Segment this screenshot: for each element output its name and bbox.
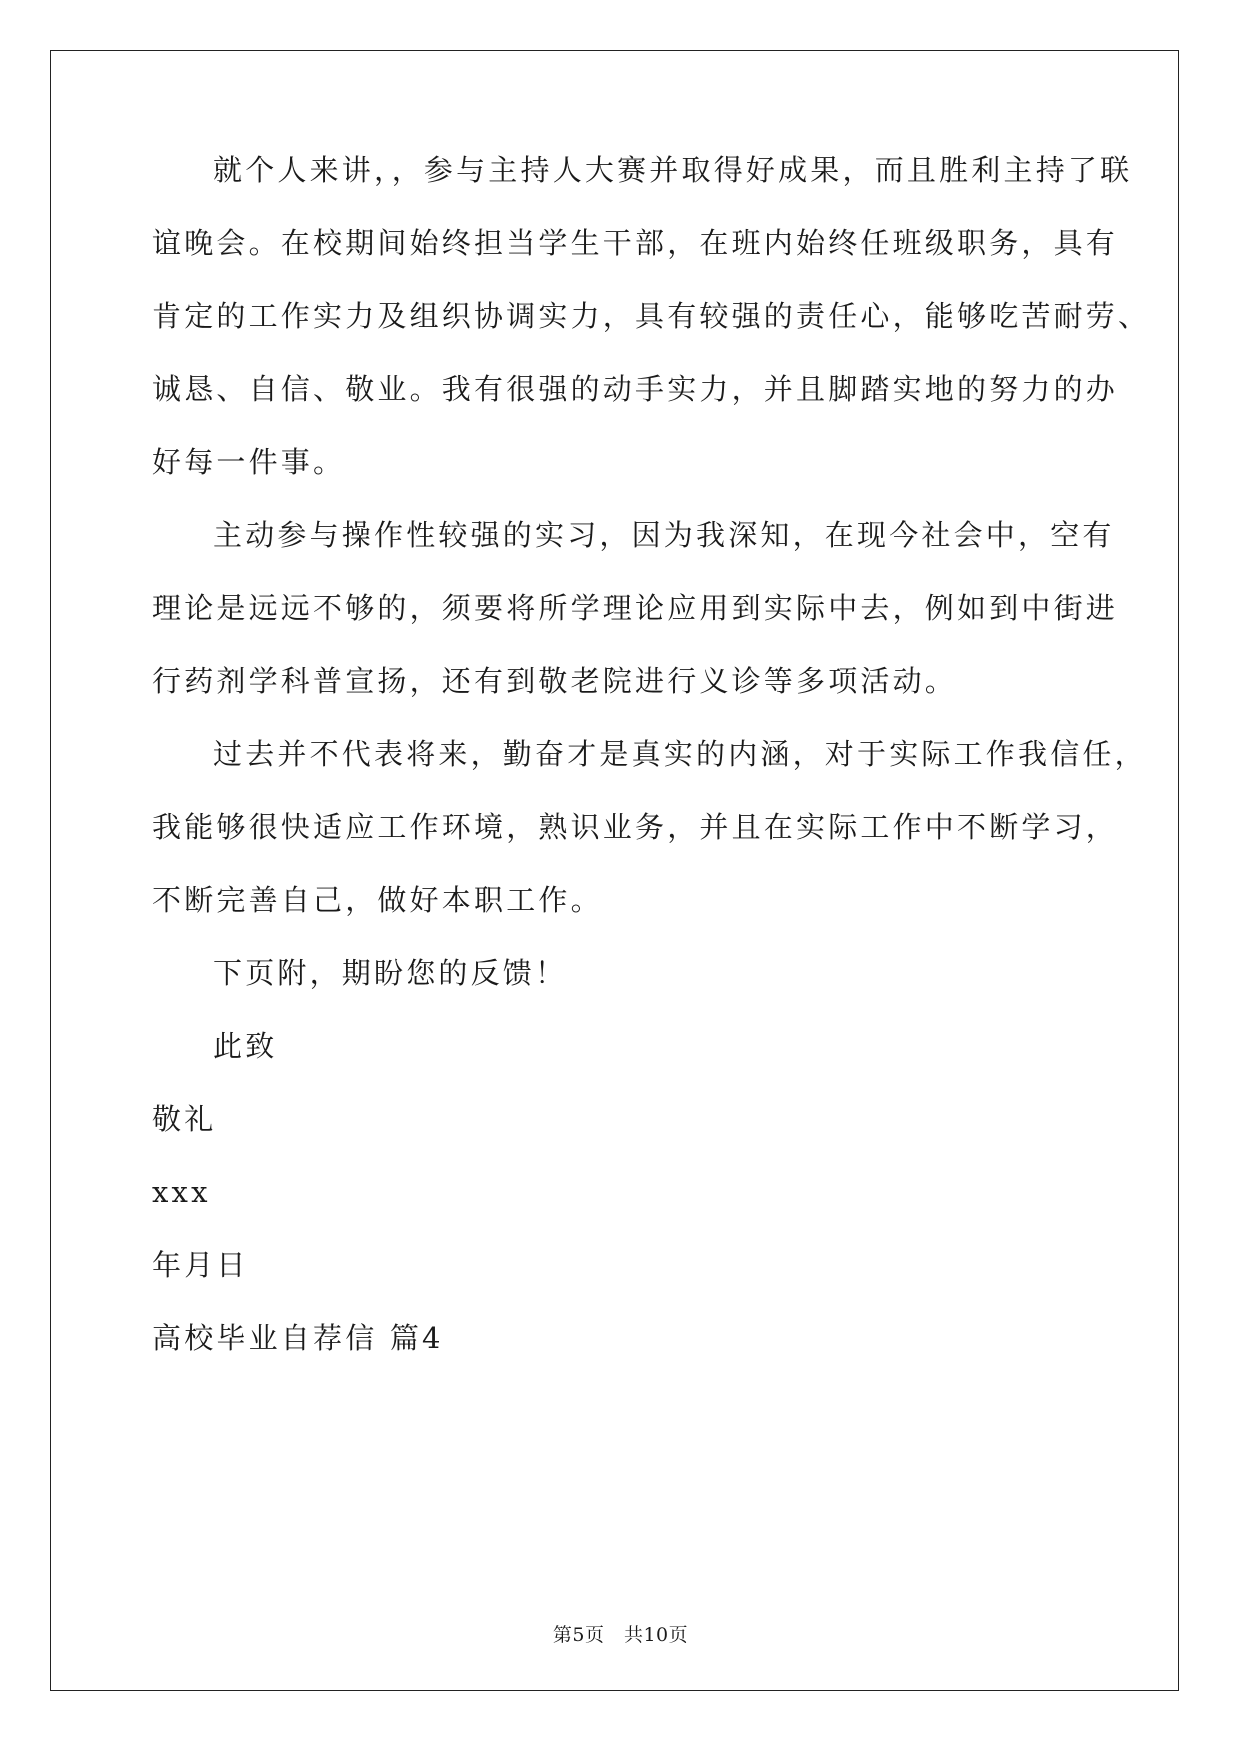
signature-line: xxx — [152, 1175, 211, 1209]
paragraph-line: 谊晚会。在校期间始终担当学生干部，在班内始终任班级职务，具有 — [152, 226, 1119, 260]
paragraph-line: 主动参与操作性较强的实习，因为我深知，在现今社会中，空有 — [213, 518, 1115, 552]
paragraph-line: 下页附，期盼您的反馈！ — [213, 956, 568, 990]
paragraph-line: 不断完善自己，做好本职工作。 — [152, 883, 603, 917]
paragraph-line: 理论是远远不够的，须要将所学理论应用到实际中去，例如到中街进 — [152, 591, 1119, 625]
paragraph-line: 肯定的工作实力及组织协调实力，具有较强的责任心，能够吃苦耐劳、 — [152, 299, 1151, 333]
paragraph-line: 诚恳、自信、敬业。我有很强的动手实力，并且脚踏实地的努力的办 — [152, 372, 1119, 406]
paragraph-line: 行药剂学科普宣扬，还有到敬老院进行义诊等多项活动。 — [152, 664, 958, 698]
paragraph-line: 就个人来讲，，参与主持人大赛并取得好成果，而且胜利主持了联 — [213, 153, 1133, 187]
closing-line: 此致 — [213, 1029, 278, 1063]
paragraph-line: 好每一件事。 — [152, 445, 346, 479]
page-number-footer: 第5页 共10页 — [552, 1624, 689, 1646]
paragraph-line: 我能够很快适应工作环境，熟识业务，并且在实际工作中不断学习， — [152, 810, 1119, 844]
paragraph-line: 过去并不代表将来，勤奋才是真实的内涵，对于实际工作我信任， — [213, 737, 1147, 771]
section-title: 高校毕业自荐信 篇4 — [152, 1321, 444, 1355]
page-border — [50, 50, 1179, 1691]
date-line: 年月日 — [152, 1248, 249, 1282]
salutation-line: 敬礼 — [152, 1102, 217, 1136]
